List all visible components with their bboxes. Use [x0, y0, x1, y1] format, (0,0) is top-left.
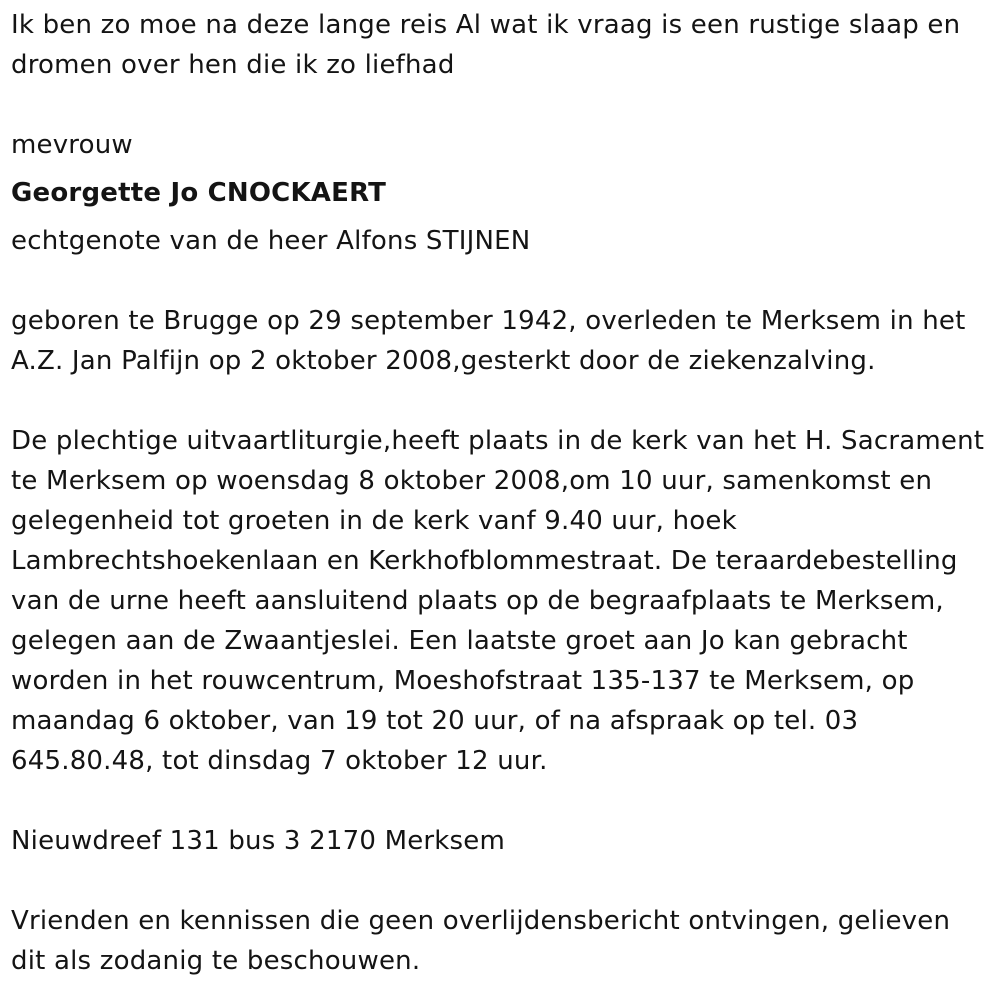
obituary-notice [11, 5, 986, 981]
spacer [11, 261, 986, 301]
spacer [11, 85, 986, 125]
birth-death-paragraph: geboren te Brugge op 29 september 1942, overleden te Merksem in het A.Z. Jan Palfijn op 2 oktober 2008,gesterkt door de ziekenzalving. [11, 306, 966, 376]
spacer [11, 861, 986, 901]
opening-quote-line-2: dromen over hen die ik zo liefhad [11, 50, 455, 80]
honorific-title: mevrouw [11, 130, 133, 160]
deceased-name: Georgette Jo CNOCKAERT [11, 178, 387, 208]
home-address: Nieuwdreef 131 bus 3 2170 Merksem [11, 826, 506, 856]
spouse-line: echtgenote van de heer Alfons STIJNEN [11, 226, 531, 256]
opening-quote-line-1: Ik ben zo moe na deze lange reis Al wat ik vraag is een rustige slaap en [11, 10, 961, 40]
spacer [11, 781, 986, 821]
spacer [11, 381, 986, 421]
closing-paragraph: Vrienden en kennissen die geen overlijdensbericht ontvingen, gelieven dit als zodanig te beschouwen. [11, 906, 951, 976]
opening-quote [11, 5, 986, 85]
funeral-details-paragraph: De plechtige uitvaartliturgie,heeft plaats in de kerk van het H. Sacrament te Merksem op woensdag 8 oktober 2008,om 10 uur, samenkomst en gelegenheid tot groeten in de kerk vanf 9.40 uur, hoek Lambrechtshoekenlaan en Kerkhofblommestraat. De teraardebestelling van de urne heeft aansluitend plaats op de begraafplaats te Merksem, gelegen aan de Zwaantjeslei. Een laatste groet aan Jo kan gebracht worden in het rouwcentrum, Moeshofstraat 135-137 te Merksem, op maandag 6 oktober, van 19 tot 20 uur, of na afspraak op tel. 03 645.80.48, tot dinsdag 7 oktober 12 uur. [11, 426, 985, 776]
